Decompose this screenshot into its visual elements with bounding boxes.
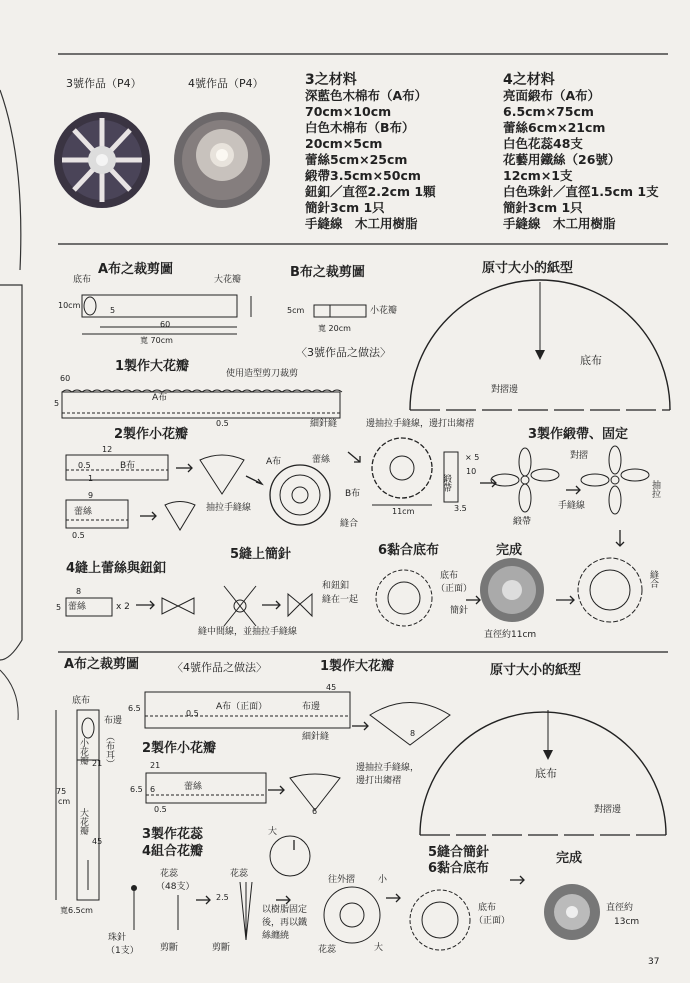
label: 大 [268, 827, 278, 837]
b-cut-title: B布之裁剪圖 [290, 265, 365, 280]
label: B布 [345, 489, 361, 499]
label: 和鈕釦 [322, 581, 350, 591]
material3-item: 深藍色木棉布（A布） [305, 88, 428, 103]
label: 寬 20cm [318, 324, 351, 333]
label: 縫在一起 [322, 595, 359, 605]
label: 13cm [614, 917, 640, 927]
label: 0.5 [78, 461, 91, 470]
label: 剪斷 [160, 943, 179, 953]
label: 簡針 [450, 606, 469, 616]
label: 5cm [287, 306, 305, 315]
materials3 [305, 72, 436, 232]
step-title: 3製作緞帶、固定 [528, 427, 629, 442]
materials4 [503, 72, 659, 232]
label: 5 [110, 306, 116, 315]
label: （1支） [106, 946, 139, 956]
step-title: 2製作小花瓣 [114, 427, 189, 442]
label: 對摺邊 [594, 805, 622, 815]
material4-item: 花藝用鐵絲（26號） [503, 152, 621, 167]
label: 11cm [392, 507, 415, 516]
step-title: 5縫上簡針 [230, 547, 292, 562]
material3-item: 70cm×10cm [305, 104, 392, 119]
label: 小花瓣 [370, 306, 398, 316]
label: 細針縫 [302, 732, 330, 742]
label: cm [58, 797, 71, 806]
label: （正面） [436, 584, 473, 594]
label: 蕾絲 [68, 602, 87, 612]
label: 布邊 [104, 716, 123, 726]
label: 絲纏繞 [262, 931, 290, 941]
label: 直徑約11cm [484, 630, 537, 640]
label: 45 [326, 683, 337, 692]
label: 5 [54, 399, 60, 408]
label: 對摺 [570, 451, 589, 461]
label: （布耳） [104, 732, 114, 768]
label: 剪斷 [212, 943, 231, 953]
label: 手縫線 [558, 501, 586, 511]
material3-item: 緞帶3.5cm×50cm [305, 168, 421, 183]
label: 6.5 [128, 704, 141, 713]
material3-item: 手縫線 木工用樹脂 [305, 216, 418, 231]
page-number: 37 [648, 957, 660, 967]
label: 邊抽拉手縫線， [356, 763, 420, 773]
label: 蕾絲 [312, 455, 331, 465]
label: 9 [88, 491, 94, 500]
label: 底布 [535, 767, 557, 780]
work4-label: 4號作品（P4） [188, 77, 264, 90]
material4-item: 亮面緞布（A布） [503, 88, 601, 103]
label: 底布 [73, 275, 92, 285]
label: （正面） [474, 916, 511, 926]
label: 0.5 [154, 805, 167, 814]
label: 0.5 [186, 709, 199, 718]
step-title: 2製作小花瓣 [142, 741, 217, 756]
material4-item: 6.5cm×75cm [503, 104, 594, 119]
step-title: 5縫合簡針 [428, 845, 490, 860]
label: 底布 [72, 696, 91, 706]
label: 60 [60, 374, 71, 383]
label: A布 [266, 457, 282, 467]
step-title: 1製作大花瓣 [115, 359, 190, 374]
label: 75 [56, 787, 67, 796]
a-cut-title: A布之裁剪圖 [98, 262, 174, 277]
label: 5 [56, 603, 62, 612]
material4-item: 白色花蕊48支 [503, 136, 583, 151]
label: 寬6.5cm [60, 906, 93, 915]
label: 布邊 [302, 702, 321, 712]
howto3: 〈3號作品之做法〉 [296, 346, 391, 359]
material3-item: 白色木棉布（B布） [305, 120, 415, 135]
label: 6 [312, 807, 318, 816]
label: 1 [88, 474, 94, 483]
label: 細針縫 [310, 419, 338, 429]
label: 大花瓣 [78, 808, 88, 835]
label: 12 [102, 445, 113, 454]
material4-item: 手縫線 木工用樹脂 [503, 216, 616, 231]
label: 花蕊 [318, 945, 337, 955]
step-title: 完成 [496, 543, 523, 558]
label: 以樹脂固定 [262, 905, 308, 915]
step-title: 3製作花蕊 [142, 827, 204, 842]
material3-item: 鈕釦／直徑2.2cm 1顆 [305, 184, 436, 199]
material3-item: 20cm×5cm [305, 136, 383, 151]
label: 45 [92, 837, 103, 846]
label: 蕾絲 [74, 507, 93, 517]
label: 往外摺 [328, 875, 356, 885]
label: 底布 [580, 354, 602, 367]
step-title: 6黏合底布 [428, 861, 490, 876]
label: 60 [160, 320, 171, 329]
label: 底布 [440, 571, 459, 581]
label: 6 [150, 785, 156, 794]
label: 邊抽拉手縫線，邊打出縐褶 [366, 419, 475, 429]
pattern-title: 原寸大小的紙型 [482, 261, 574, 276]
label: 21 [150, 761, 161, 770]
label: × 5 [465, 453, 480, 462]
label: 縫合 [648, 570, 658, 588]
label: 寬 70cm [140, 336, 173, 345]
label: 花蕊 [160, 869, 179, 879]
label: 抽拉手縫線 [206, 503, 252, 513]
work3-label: 3號作品（P4） [66, 77, 142, 90]
label: 3.5 [454, 504, 467, 513]
label: 小 [378, 875, 388, 885]
material4-item: 蕾絲6cm×21cm [503, 120, 606, 135]
label: 底布 [478, 903, 497, 913]
material3-item: 簡針3cm 1只 [305, 200, 385, 215]
label: 0.5 [72, 531, 85, 540]
label: 8 [410, 729, 416, 738]
label: 大 [374, 943, 384, 953]
pattern-title-4: 原寸大小的紙型 [490, 663, 582, 678]
label: 0.5 [216, 419, 229, 428]
label: A布（正面） [216, 702, 268, 712]
step-title: 6黏合底布 [378, 543, 440, 558]
label: 花蕊 [230, 869, 249, 879]
label: 小花瓣 [78, 738, 88, 765]
material4-item: 白色珠針／直徑1.5cm 1支 [503, 184, 659, 199]
label: 對摺邊 [491, 385, 519, 395]
label: 直徑約 [606, 903, 634, 913]
label: 緞帶 [441, 474, 451, 492]
label: 大花瓣 [214, 275, 242, 285]
material3-item: 蕾絲5cm×25cm [305, 152, 408, 167]
label: 縫中間線，並抽拉手縫線 [198, 627, 298, 637]
label: 縫合 [340, 519, 359, 529]
label: 抽拉 [650, 480, 660, 498]
label: 8 [76, 587, 82, 596]
a-cut-title-4: A布之裁剪圖 [64, 657, 140, 672]
label: A布 [152, 393, 168, 403]
label: 後，再以鐵 [262, 918, 308, 928]
materials3-title: 3之材料 [305, 72, 357, 88]
label: 使用造型剪刀裁剪 [226, 369, 299, 379]
label: 邊打出縐褶 [356, 776, 402, 786]
material4-item: 簡針3cm 1只 [503, 200, 583, 215]
materials4-title: 4之材料 [503, 72, 555, 88]
label: 10cm [58, 301, 81, 310]
step-title: 4縫上蕾絲與鈕釦 [66, 561, 167, 576]
label: B布 [120, 461, 136, 471]
label: 珠針 [108, 933, 127, 943]
label: 21 [92, 759, 103, 768]
step-title: 完成 [556, 851, 583, 866]
label: 6.5 [130, 785, 143, 794]
label: 10 [466, 467, 477, 476]
howto4: 〈4號作品之做法〉 [172, 661, 267, 674]
step-title: 4組合花瓣 [142, 844, 204, 859]
label: 2.5 [216, 893, 229, 902]
label: 緞帶 [513, 517, 532, 527]
step-title: 1製作大花瓣 [320, 659, 395, 674]
label: x 2 [116, 602, 130, 612]
label: 蕾絲 [184, 782, 203, 792]
label: （48支） [156, 882, 195, 892]
material4-item: 12cm×1支 [503, 168, 573, 183]
